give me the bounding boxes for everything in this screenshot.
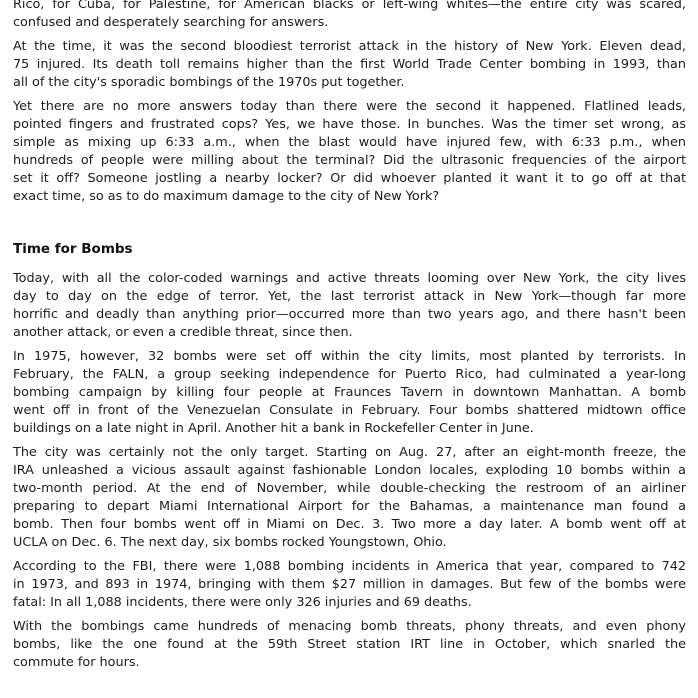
text-line: Yet there are no more answers today than there were the second it happened. Flatlined leads, — [13, 99, 686, 114]
text-line: went off in front of the Venezuelan Consulate in February. Four bombs shattered midtown office — [13, 403, 686, 418]
text-line: pointed fingers and frustrated cops? Yes, we have those. In bunches. Was the timer set wrong, as — [13, 117, 686, 132]
text-line: With the bombings came hundreds of menacing bomb threats, phony threats, and even phony — [13, 619, 686, 634]
text-line: horrific and deadly than anything prior—occurred more than two years ago, and there hasn't been — [13, 307, 686, 322]
text-line: set it off? Someone jostling a nearby locker? Or did whoever planted it want it to go off at that — [13, 171, 686, 186]
paragraph — [13, 38, 686, 92]
text-line: In 1975, however, 32 bombs were set off within the city limits, most planted by terrorists. In — [13, 349, 686, 364]
text-line: confused and desperately searching for answers. — [13, 15, 329, 30]
text-line: two-month period. At the end of November, while double-checking the restroom of an airliner — [13, 481, 686, 496]
text-line: bomb. Then four bombs went off in Miami on Dec. 3. Two more a day later. A bomb went off at — [13, 517, 686, 532]
text-line: hundreds of people were milling about the terminal? Did the ultrasonic frequencies of the airport — [13, 153, 686, 168]
text-line: buildings on a late night in April. Another hit a bank in Rockefeller Center in June. — [13, 421, 534, 436]
text-line: UCLA on Dec. 6. The next day, six bombs rocked Youngstown, Ohio. — [13, 535, 447, 550]
text-line: According to the FBI, there were 1,088 bombing incidents in America that year, compared to 742 — [13, 559, 686, 574]
article-body — [13, 0, 686, 672]
text-line: another attack, or even a credible threat, since then. — [13, 325, 353, 340]
paragraph — [13, 444, 686, 552]
paragraph — [13, 270, 686, 342]
text-line: fatal: In all 1,088 incidents, there were only 326 injuries and 69 deaths. — [13, 595, 472, 610]
text-line: exact time, so as to do maximum damage to the city of New York? — [13, 189, 440, 204]
text-line: preparing to depart Miami International Airport for the Bahamas, a maintenance man found a — [13, 499, 686, 514]
text-line: IRA unleashed a vicious assault against fashionable London locales, exploding 10 bombs within a — [13, 463, 686, 478]
paragraph — [13, 558, 686, 612]
paragraph — [13, 0, 686, 32]
text-line: day to day on the edge of terror. Yet, the last terrorist attack in New York—though far more — [13, 289, 686, 304]
text-line: in 1973, and 893 in 1974, bringing with them $27 million in damages. But few of the bombs were — [13, 577, 686, 592]
paragraph — [13, 618, 686, 672]
text-line: all of the city's sporadic bombings of the 1970s put together. — [13, 75, 405, 90]
text-line: bombs, like the one found at the 59th Street station IRT line in October, which snarled the — [13, 637, 686, 652]
section-heading: Time for Bombs — [13, 241, 133, 257]
text-line: Rico, for Cuba, for Palestine, for American blacks or left-wing whites—the entire city was scared, — [13, 0, 686, 12]
text-line: commute for hours. — [13, 655, 140, 670]
text-line: bombing campaign by killing four people at Fraunces Tavern in downtown Manhattan. A bomb — [13, 385, 686, 400]
paragraph — [13, 98, 686, 206]
text-line: Today, with all the color-coded warnings and active threats looming over New York, the city lives — [13, 271, 686, 286]
text-line: The city was certainly not the only target. Starting on Aug. 27, after an eight-month freeze, the — [13, 445, 686, 460]
text-line: 75 injured. Its death toll remains higher than the first World Trade Center bombing in 1993, than — [13, 57, 686, 72]
text-line: February, the FALN, a group seeking independence for Puerto Rico, had culminated a year-long — [13, 367, 686, 382]
paragraph — [13, 348, 686, 438]
text-line: At the time, it was the second bloodiest terrorist attack in the history of New York. Eleven dead, — [13, 39, 686, 54]
text-line: simple as mixing up 6:33 a.m., when the blast would have injured few, with 6:33 p.m., when — [13, 135, 686, 150]
